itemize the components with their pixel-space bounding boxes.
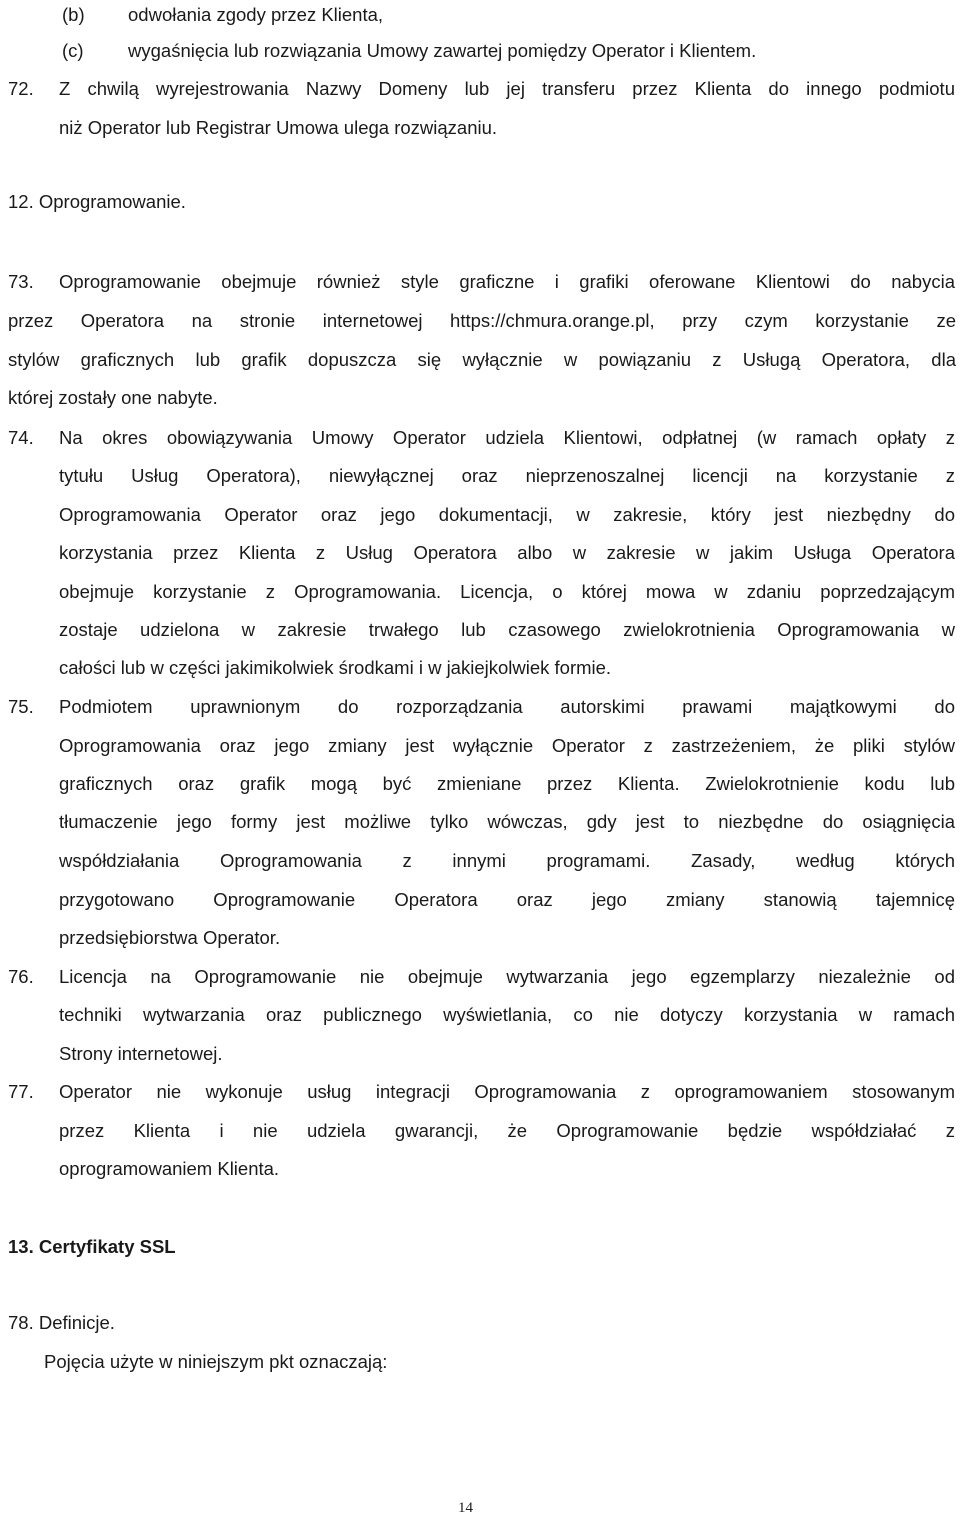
paragraph-line: tytułu Usług Operatora), niewyłącznej oraz nieprzenoszalnej licencji na korzystanie z (59, 465, 955, 486)
paragraph-line: Pojęcia użyte w niniejszym pkt oznaczają: (44, 1351, 388, 1372)
paragraph-line: graficznych oraz grafik mogą być zmieniane przez Klienta. Zwielokrotnienie kodu lub (59, 773, 955, 794)
page-number: 14 (458, 1500, 473, 1516)
paragraph-number: 76. (8, 966, 34, 987)
paragraph-line: przez Operatora na stronie internetowej https://chmura.orange.pl, przy czym korzystanie ze (8, 310, 956, 331)
paragraph-line: zostaje udzielona w zakresie trwałego lub czasowego zwielokrotnienia Oprogramowania w (59, 619, 955, 640)
paragraph-line: współdziałania Oprogramowania z innymi programami. Zasady, według których (59, 850, 955, 871)
paragraph-line: techniki wytwarzania oraz publicznego wyświetlania, co nie dotyczy korzystania w ramach (59, 1004, 955, 1025)
paragraph-line: niż Operator lub Registrar Umowa ulega rozwiązaniu. (59, 117, 498, 138)
list-item-text: odwołania zgody przez Klienta, (128, 4, 384, 25)
paragraph-line: Z chwilą wyrejestrowania Nazwy Domeny lub jej transferu przez Klienta do innego podmiotu (59, 78, 955, 99)
paragraph-line: Oprogramowania oraz jego zmiany jest wyłącznie Operator z zastrzeżeniem, że pliki stylów (59, 735, 955, 756)
section-heading: 13. Certyfikaty SSL (8, 1236, 176, 1257)
paragraph-line: obejmuje korzystanie z Oprogramowania. Licencja, o której mowa w zdaniu poprzedzającym (59, 581, 955, 602)
paragraph-number: 72. (8, 78, 34, 99)
paragraph-number: 78. Definicje. (8, 1312, 115, 1333)
paragraph-line: której zostały one nabyte. (8, 387, 218, 408)
paragraph-line: oprogramowaniem Klienta. (59, 1158, 280, 1179)
paragraph-line: stylów graficznych lub grafik dopuszcza się wyłącznie w powiązaniu z Usługą Operatora, dla (8, 349, 956, 370)
paragraph-line: Operator nie wykonuje usług integracji Oprogramowania z oprogramowaniem stosowanym (59, 1081, 955, 1102)
paragraph-number: 74. (8, 427, 34, 448)
paragraph-line: przez Klienta i nie udziela gwarancji, że Oprogramowanie będzie współdziałać z (59, 1120, 955, 1141)
paragraph-line: Strony internetowej. (59, 1043, 223, 1064)
paragraph-line: całości lub w części jakimikolwiek środkami i w jakiejkolwiek formie. (59, 657, 612, 678)
paragraph-line: Oprogramowania Operator oraz jego dokumentacji, w zakresie, który jest niezbędny do (59, 504, 955, 525)
paragraph-line: tłumaczenie jego formy jest możliwe tylko wówczas, gdy jest to niezbędne do osiągnięcia (59, 811, 955, 832)
list-item-text: wygaśnięcia lub rozwiązania Umowy zawartej pomiędzy Operator i Klientem. (128, 40, 757, 61)
paragraph-line: przygotowano Oprogramowanie Operatora oraz jego zmiany stanowią tajemnicę (59, 889, 955, 910)
paragraph-number: 75. (8, 696, 34, 717)
paragraph-line: Na okres obowiązywania Umowy Operator udziela Klientowi, odpłatnej (w ramach opłaty z (59, 427, 955, 448)
paragraph-line: Oprogramowanie obejmuje również style graficzne i grafiki oferowane Klientowi do nabycia (59, 271, 955, 292)
paragraph-number: 73. (8, 271, 34, 292)
section-heading: 12. Oprogramowanie. (8, 191, 186, 212)
paragraph-line: Podmiotem uprawnionym do rozporządzania autorskimi prawami majątkowymi do (59, 696, 955, 717)
paragraph-number: 77. (8, 1081, 34, 1102)
list-marker: (b) (62, 4, 85, 25)
list-marker: (c) (62, 40, 84, 61)
paragraph-line: Licencja na Oprogramowanie nie obejmuje wytwarzania jego egzemplarzy niezależnie od (59, 966, 955, 987)
paragraph-line: przedsiębiorstwa Operator. (59, 927, 281, 948)
paragraph-line: korzystania przez Klienta z Usług Operatora albo w zakresie w jakim Usługa Operatora (59, 542, 955, 563)
